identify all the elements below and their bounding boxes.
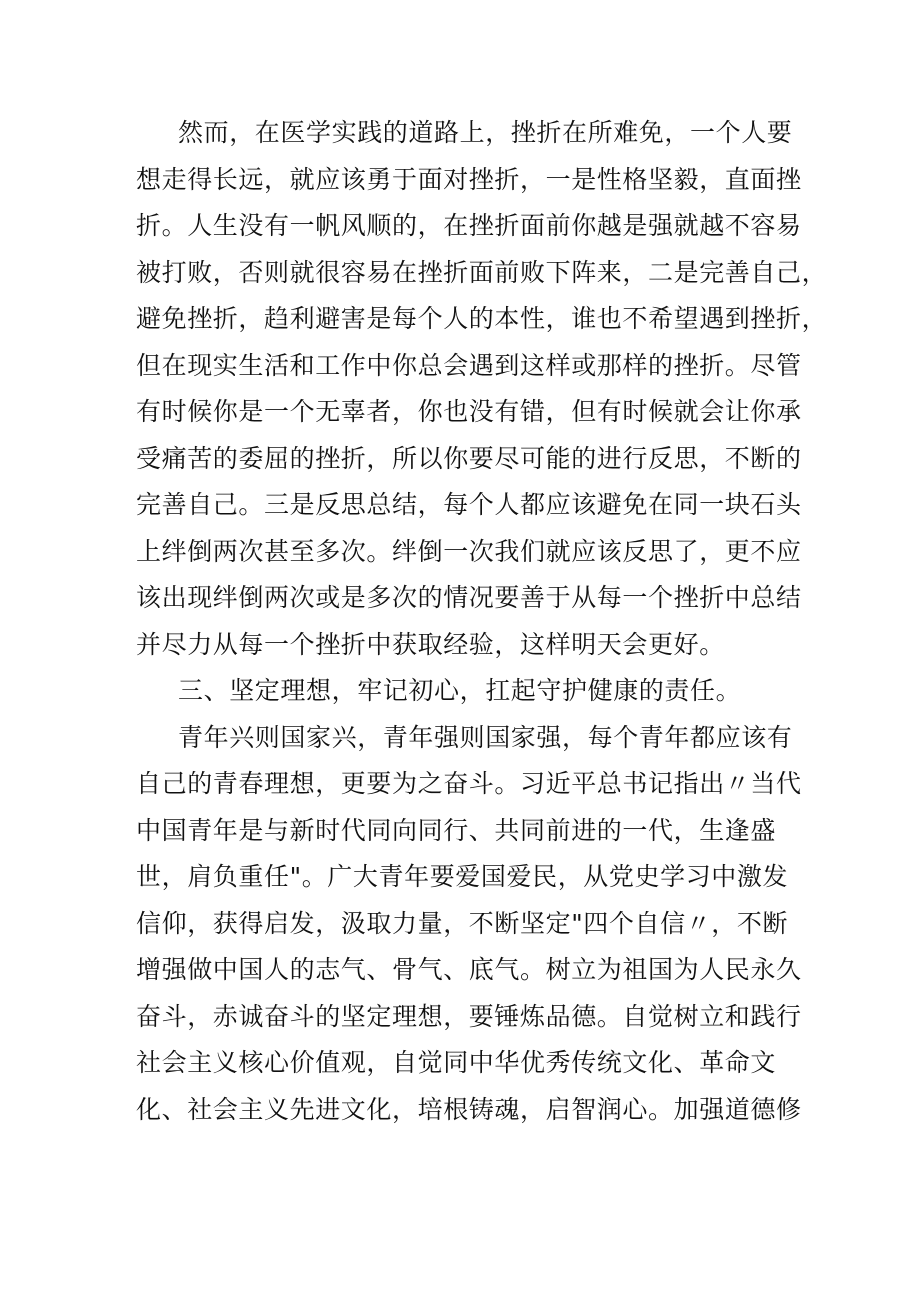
paragraph-line: 完善自己。三是反思总结，每个人都应该避免在同一块石头 bbox=[136, 490, 802, 519]
paragraph-line: 有时候你是一个无辜者，你也没有错，但有时候就会让你承 bbox=[136, 397, 802, 426]
section-heading: 三、坚定理想，牢记初心，扛起守护健康的责任。 bbox=[178, 676, 742, 705]
paragraph-line: 自己的青春理想，更要为之奋斗。习近平总书记指出〃当代 bbox=[136, 769, 802, 798]
paragraph-line: 奋斗，赤诚奋斗的坚定理想，要锤炼品德。自觉树立和践行 bbox=[136, 1001, 802, 1031]
paragraph-line: 避免挫折，趋利避害是每个人的本性，谁也不希望遇到挫折， bbox=[136, 304, 828, 333]
paragraph-line: 世，肩负重任"。广大青年要爱国爱民，从党史学习中激发 bbox=[136, 862, 789, 891]
paragraph-line: 社会主义核心价值观，自觉同中华优秀传统文化、革命文 bbox=[136, 1048, 777, 1077]
paragraph-line: 但在现实生活和工作中你总会遇到这样或那样的挫折。尽管 bbox=[136, 350, 802, 380]
paragraph-line: 上绊倒两次甚至多次。绊倒一次我们就应该反思了，更不应 bbox=[136, 536, 802, 566]
paragraph-line: 中国青年是与新时代同向同行、共同前进的一代，生逢盛 bbox=[136, 815, 777, 845]
paragraph-line: 该出现绊倒两次或是多次的情况要善于从每一个挫折中总结 bbox=[136, 583, 802, 612]
document-body bbox=[136, 110, 828, 1133]
paragraph-line: 信仰，获得启发，汲取力量，不断坚定"四个自信〃，不断 bbox=[136, 908, 789, 938]
paragraph-line: 化、社会主义先进文化，培根铸魂，启智润心。加强道德修 bbox=[136, 1094, 802, 1124]
paragraph-line: 折。人生没有一帆风顺的，在挫折面前你越是强就越不容易 bbox=[136, 211, 802, 240]
paragraph-line: 青年兴则国家兴，青年强则国家强，每个青年都应该有 bbox=[178, 722, 793, 752]
paragraph-line: 想走得长远，就应该勇于面对挫折，一是性格坚毅，直面挫 bbox=[136, 164, 802, 194]
paragraph-line: 增强做中国人的志气、骨气、底气。树立为祖国为人民永久 bbox=[136, 955, 802, 984]
paragraph-line: 受痛苦的委屈的挫折，所以你要尽可能的进行反思，不断的 bbox=[136, 443, 802, 473]
paragraph-line: 并尽力从每一个挫折中获取经验，这样明天会更好。 bbox=[136, 629, 725, 659]
paragraph-line: 然而，在医学实践的道路上，挫折在所难免，一个人要 bbox=[178, 118, 793, 147]
paragraph-line: 被打败，否则就很容易在挫折面前败下阵来，二是完善自己， bbox=[136, 257, 828, 287]
